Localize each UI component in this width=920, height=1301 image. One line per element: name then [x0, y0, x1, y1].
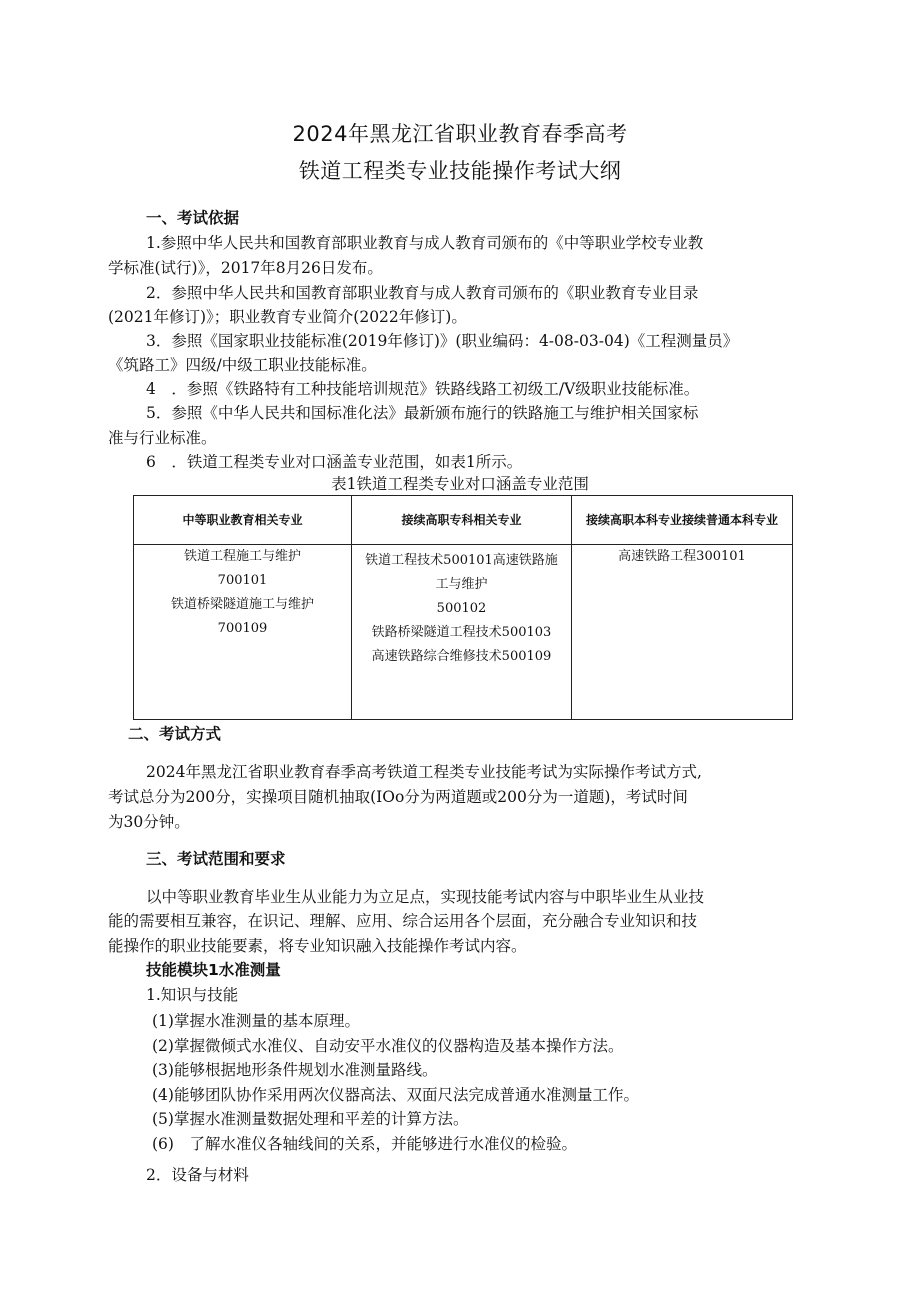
table-header-cell: 中等职业教育相关专业 — [134, 496, 352, 545]
table-row — [134, 545, 793, 720]
section1-p5-line1: 5．参照《中华人民共和国标准化法》最新颁布施行的铁路施工与维护相关国家标 — [146, 404, 699, 422]
table-header-cell: 接续高职本科专业接续普通本科专业 — [572, 496, 793, 545]
list-item: (3)能够根据地形条件规划水准测量路线。 — [152, 1061, 438, 1079]
section1-p2-line1: 2．参照中华人民共和国教育部职业教育与成人教育司颁布的《职业教育专业目录 — [146, 284, 699, 302]
section3-line1: 以中等职业教育毕业生从业能力为立足点，实现技能考试内容与中职毕业生从业技 — [146, 888, 705, 906]
knowledge-skills-heading: 1.知识与技能 — [146, 986, 239, 1004]
cell-text: 高速铁路工程300101 — [618, 549, 746, 564]
table-caption: 表1铁道工程类专业对口涵盖专业范围 — [331, 475, 589, 493]
section1-p2-line2: (2021年修订)》；职业教育专业简介(2022年修订)。 — [108, 308, 467, 326]
section2-line1: 2024年黑龙江省职业教育春季高考铁道工程类专业技能考试为实际操作考试方式, — [146, 763, 702, 781]
cell-text: 工与维护 — [435, 577, 488, 592]
section1-p1-line1: 1.参照中华人民共和国教育部职业教育与成人教育司颁布的《中等职业学校专业教 — [146, 234, 704, 252]
section1-p5-line2: 准与行业标准。 — [108, 429, 217, 447]
cell-text: 铁路桥梁隧道工程技术500103 — [371, 625, 552, 640]
module-heading: 技能模块1水准测量 — [146, 961, 281, 979]
section3-heading: 三、考试范围和要求 — [146, 850, 286, 868]
list-item: (5)掌握水准测量数据处理和平差的计算方法。 — [152, 1110, 469, 1128]
section2-line3: 为30分钟。 — [108, 813, 190, 831]
cell-text: 700109 — [217, 621, 268, 636]
section1-p1-line2: 学标准(试行)》，2017年8月26日发布。 — [108, 259, 383, 277]
section2-heading: 二、考试方式 — [128, 725, 222, 743]
major-scope-table — [133, 495, 793, 720]
cell-text: 铁道工程技术500101高速铁路施 — [365, 553, 558, 568]
cell-text: 铁道桥梁隧道施工与维护 — [170, 597, 314, 612]
section3-line3: 能操作的职业技能要素，将专业知识融入技能操作考试内容。 — [108, 937, 527, 955]
section1-p3-line1: 3．参照《国家职业技能标准(2019年修订)》(职业编码：4-08-03-04)《工程测量员》 — [146, 332, 739, 350]
doc-title-line2: 铁道工程类专业技能操作考试大纲 — [298, 159, 622, 183]
cell-text: 500102 — [436, 601, 487, 616]
list-item: (6) 了解水准仪各轴线间的关系，并能够进行水准仪的检验。 — [152, 1135, 577, 1153]
section1-p3-line2: 《筑路工》四级/中级工职业技能标准。 — [108, 356, 377, 374]
equipment-heading: 2．设备与材料 — [146, 1166, 249, 1184]
section1-p6: 6 ．铁道工程类专业对口涵盖专业范围，如表1所示。 — [146, 453, 523, 471]
list-item: (2)掌握微倾式水准仪、自动安平水准仪的仪器构造及基本操作方法。 — [152, 1037, 624, 1055]
section3-line2: 能的需要相互兼容，在识记、理解、应用、综合运用各个层面，充分融合专业知识和技 — [108, 912, 698, 930]
list-item: (1)掌握水准测量的基本原理。 — [152, 1012, 360, 1030]
doc-title-line1: 2024年黑龙江省职业教育春季高考 — [292, 122, 628, 146]
section2-line2: 考试总分为200分，实操项目随机抽取(IOo分为两道题或200分为一道题)，考试时间 — [108, 788, 688, 806]
table-cell-col1 — [134, 545, 352, 720]
cell-text: 700101 — [217, 573, 268, 588]
table-header-row — [134, 496, 793, 545]
table-header-cell: 接续高职专科相关专业 — [352, 496, 572, 545]
section1-heading: 一、考试依据 — [146, 209, 240, 227]
table-cell-col3 — [572, 545, 793, 720]
cell-text: 高速铁路综合维修技术500109 — [371, 649, 552, 664]
list-item: (4)能够团队协作采用两次仪器高法、双面尺法完成普通水准测量工作。 — [152, 1086, 639, 1104]
table-cell-col2 — [352, 545, 572, 720]
section1-p4: 4 ．参照《铁路特有工种技能培训规范》铁路线路工初级工/V级职业技能标准。 — [146, 380, 700, 398]
cell-text: 铁道工程施工与维护 — [183, 549, 301, 564]
